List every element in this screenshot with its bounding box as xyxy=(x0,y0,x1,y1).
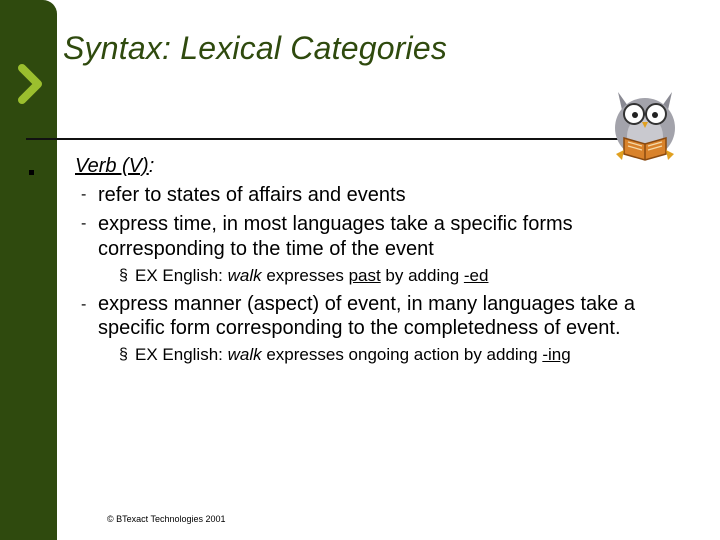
item-line: express manner (aspect) of event, in many languages take a xyxy=(98,293,635,315)
example-line: EX English: walk expresses past by adding -ed xyxy=(135,266,489,285)
title-divider xyxy=(26,138,634,140)
item-line: refer to states of affairs and events xyxy=(98,184,406,206)
section-marker: § xyxy=(119,346,128,363)
section-marker: § xyxy=(119,267,128,284)
chevron-right-icon xyxy=(10,62,50,106)
dash-marker: - xyxy=(81,186,87,203)
item-line: corresponding to the time of the event xyxy=(98,238,434,260)
dash-marker: - xyxy=(81,296,87,313)
slide-title: Syntax: Lexical Categories xyxy=(63,30,448,66)
reading-owl-icon xyxy=(604,80,686,164)
footer-copyright: © BTexact Technologies 2001 xyxy=(107,514,226,524)
heading-verb: Verb (V): xyxy=(75,155,155,177)
item-line: express time, in most languages take a specific forms xyxy=(98,213,573,235)
dash-marker: - xyxy=(81,215,87,232)
item-line: specific form corresponding to the completedness of event. xyxy=(98,317,621,339)
bullet-square xyxy=(29,170,34,175)
example-line: EX English: walk expresses ongoing action by adding -ing xyxy=(135,345,571,364)
